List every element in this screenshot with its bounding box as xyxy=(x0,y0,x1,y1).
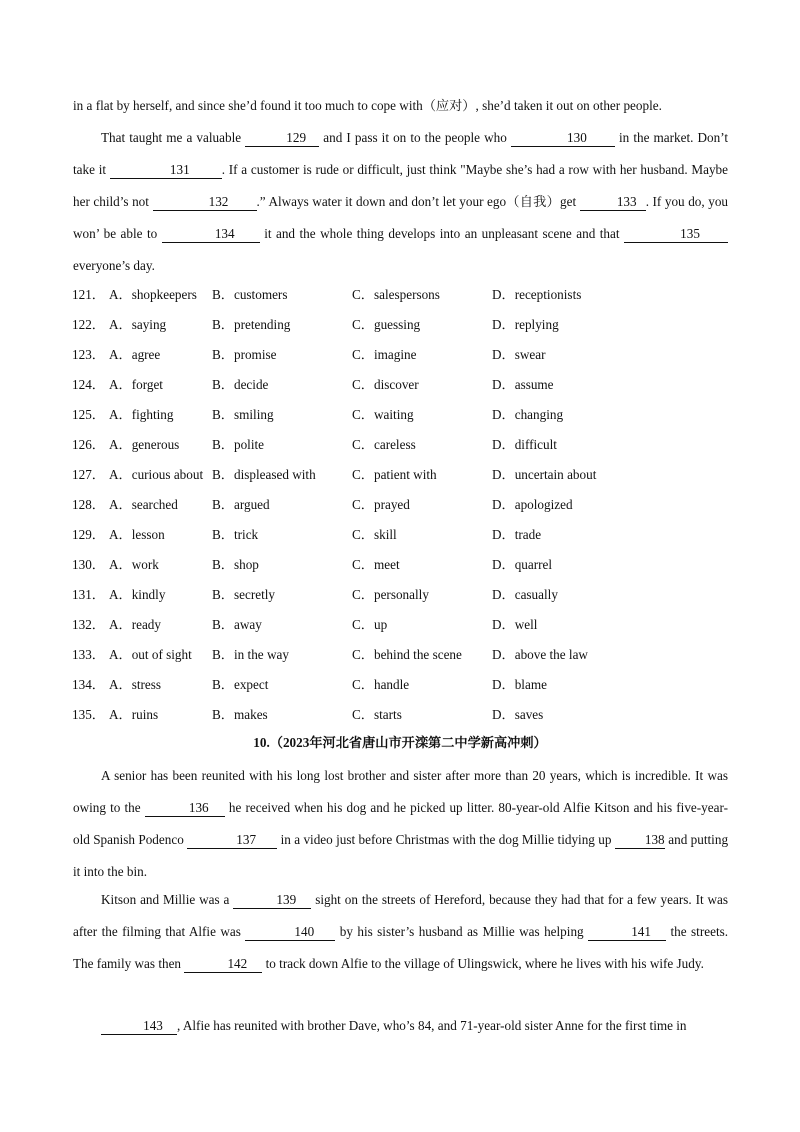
blank-133: 133 xyxy=(580,194,646,211)
question-number: 123． xyxy=(72,347,105,362)
question-number: 134． xyxy=(72,677,105,692)
text-run: the streets. The family was then xyxy=(73,924,729,971)
blank-134: 134 xyxy=(162,226,260,243)
option-b: B．shop xyxy=(212,557,259,572)
option-c: C．patient with xyxy=(352,467,437,482)
text-run: , Alfie has reunited with brother Dave, who’s 84, and 71-year-old sister Anne for the first time in xyxy=(177,1018,687,1033)
question-number: 129． xyxy=(72,527,105,542)
option-d: D．difficult xyxy=(492,437,557,452)
option-a: A．saying xyxy=(109,317,167,332)
passage1-paragraph xyxy=(73,122,728,282)
option-d: D．apologized xyxy=(492,497,573,512)
text-run: it and the whole thing develops into an unpleasant scene and that xyxy=(264,226,620,241)
option-d: D．blame xyxy=(492,677,547,692)
text-run: That taught me a valuable xyxy=(101,130,242,145)
option-b: B．trick xyxy=(212,527,259,542)
question-number: 135． xyxy=(72,707,105,722)
text-run: A senior has been reunited with his long lost brother and sister after more than 20 years, which is incredible. It was owing to the xyxy=(73,768,728,815)
option-b: B．displeased with xyxy=(212,467,316,482)
text-run: sight on the streets of Hereford, because they had that for a few years. It was after the filming that Alfie was xyxy=(73,892,729,939)
text-run: by his sister’s husband as Millie was helping xyxy=(339,924,584,939)
option-a: A．ready xyxy=(109,617,161,632)
option-a: A．forget xyxy=(109,377,163,392)
option-d: D．assume xyxy=(492,377,554,392)
option-d: D．trade xyxy=(492,527,542,542)
blank-143: 143 xyxy=(101,1018,177,1035)
text-run: . If a customer is rude or difficult, just think "Maybe she’s had a row with her husband. Maybe her child’s not xyxy=(73,162,729,209)
option-d: D．above the law xyxy=(492,647,588,662)
passage2-paragraph2 xyxy=(73,884,728,980)
option-b: B．customers xyxy=(212,287,288,302)
option-b: B．pretending xyxy=(212,317,291,332)
blank-137: 137 xyxy=(187,832,277,849)
option-b: B．expect xyxy=(212,677,269,692)
option-a: A．stress xyxy=(109,677,162,692)
question-number: 124． xyxy=(72,377,105,392)
option-a: A．ruins xyxy=(109,707,159,722)
option-c: C．discover xyxy=(352,377,419,392)
blank-136: 136 xyxy=(145,800,225,817)
passage1-line0 xyxy=(73,90,728,122)
blank-142: 142 xyxy=(184,956,262,973)
blank-138: 138 xyxy=(615,832,665,849)
text-run: to track down Alfie to the village of Ulingswick, where he lives with his wife Judy. xyxy=(265,956,704,971)
option-d: D．replying xyxy=(492,317,559,332)
text-run: Kitson and Millie was a xyxy=(101,892,230,907)
option-c: C．careless xyxy=(352,437,416,452)
option-c: C．starts xyxy=(352,707,402,722)
option-c: C．personally xyxy=(352,587,429,602)
option-b: B．secretly xyxy=(212,587,275,602)
option-d: D．changing xyxy=(492,407,564,422)
question-number: 133． xyxy=(72,647,105,662)
text-run: . If you do, you won’ be able to xyxy=(73,194,729,241)
option-c: C．behind the scene xyxy=(352,647,462,662)
passage1-line0-text: in a flat by herself, and since she’d found it too much to cope with（应对）, she’d taken it out on other people. xyxy=(73,98,662,113)
text-run: .” Always water it down and don’t let your ego（自我）get xyxy=(256,194,577,209)
option-d: D．receptionists xyxy=(492,287,582,302)
question-number: 128． xyxy=(72,497,105,512)
option-d: D．well xyxy=(492,617,538,632)
text-run: and I pass it on to the people who xyxy=(323,130,507,145)
option-a: A．generous xyxy=(109,437,180,452)
question-number: 121． xyxy=(72,287,105,302)
text-run: everyone’s day. xyxy=(73,258,155,273)
blank-141: 141 xyxy=(588,924,666,941)
option-b: B．in the way xyxy=(212,647,289,662)
question-number: 130． xyxy=(72,557,105,572)
option-a: A．out of sight xyxy=(109,647,192,662)
text-run: and putting it into the bin. xyxy=(73,832,729,879)
option-c: C．salespersons xyxy=(352,287,440,302)
question-number: 127． xyxy=(72,467,105,482)
option-c: C．up xyxy=(352,617,388,632)
question-number: 126． xyxy=(72,437,105,452)
option-c: C．imagine xyxy=(352,347,417,362)
option-a: A．lesson xyxy=(109,527,165,542)
option-c: C．waiting xyxy=(352,407,414,422)
option-b: B．decide xyxy=(212,377,269,392)
option-d: D．casually xyxy=(492,587,558,602)
option-d: D．uncertain about xyxy=(492,467,597,482)
option-d: D．swear xyxy=(492,347,546,362)
option-c: C．guessing xyxy=(352,317,421,332)
text-run: in the market. Don’t take it xyxy=(73,130,729,177)
option-c: C．handle xyxy=(352,677,410,692)
passage2-paragraph3 xyxy=(73,1010,728,1042)
passage2-paragraph1 xyxy=(73,760,728,888)
option-c: C．meet xyxy=(352,557,400,572)
blank-130: 130 xyxy=(511,130,615,147)
question-number: 122． xyxy=(72,317,105,332)
blank-135: 135 xyxy=(624,226,728,243)
blank-140: 140 xyxy=(245,924,335,941)
option-b: B．polite xyxy=(212,437,265,452)
blank-139: 139 xyxy=(233,892,311,909)
blank-131: 131 xyxy=(110,162,222,179)
question-number: 131． xyxy=(72,587,105,602)
option-a: A．curious about xyxy=(109,467,204,482)
option-a: A．searched xyxy=(109,497,178,512)
option-c: C．prayed xyxy=(352,497,410,512)
option-a: A．shopkeepers xyxy=(109,287,197,302)
option-a: A．work xyxy=(109,557,159,572)
option-b: B．smiling xyxy=(212,407,274,422)
blank-129: 129 xyxy=(245,130,319,147)
section-heading: 10.（2023年河北省唐山市开滦第二中学新高冲刺） xyxy=(253,735,547,750)
option-d: D．saves xyxy=(492,707,544,722)
option-b: B．argued xyxy=(212,497,270,512)
option-a: A．agree xyxy=(109,347,161,362)
option-a: A．kindly xyxy=(109,587,166,602)
question-number: 125． xyxy=(72,407,105,422)
text-run: in a video just before Christmas with the dog Millie tidying up xyxy=(280,832,612,847)
option-d: D．quarrel xyxy=(492,557,553,572)
option-c: C．skill xyxy=(352,527,397,542)
option-b: B．promise xyxy=(212,347,277,362)
blank-132: 132 xyxy=(153,194,257,211)
option-b: B．away xyxy=(212,617,262,632)
option-a: A．fighting xyxy=(109,407,174,422)
question-number: 132． xyxy=(72,617,105,632)
text-run: he received when his dog and he picked up litter. 80-year-old Alfie Kitson and his five-year-old Spanish Podenco xyxy=(73,800,728,847)
option-b: B．makes xyxy=(212,707,268,722)
